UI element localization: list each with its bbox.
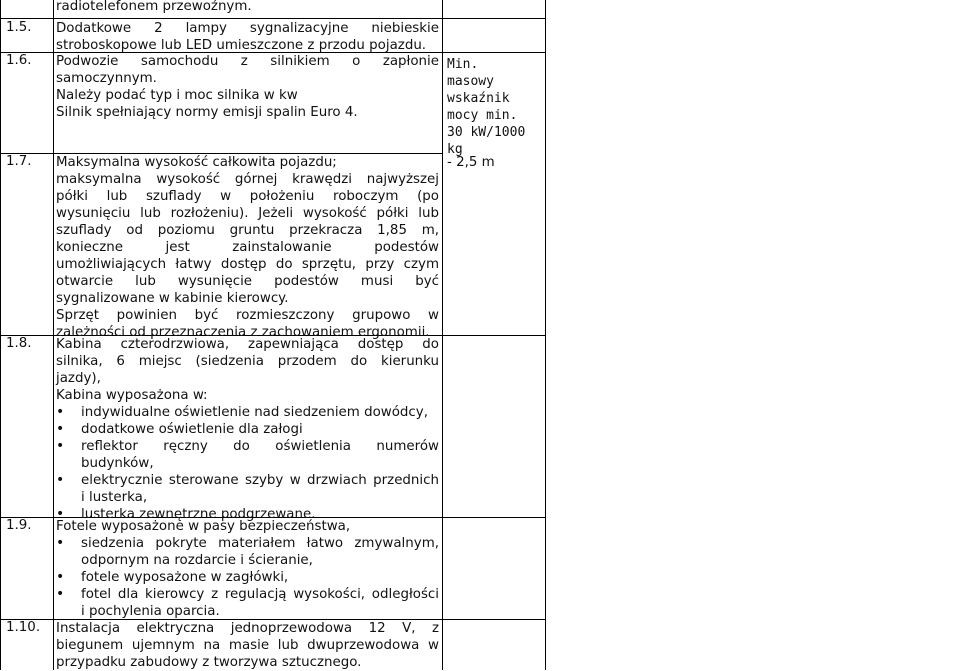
requirement-line: mocy min. <box>447 108 518 123</box>
text-line: Kabina czterodrzwiowa, zapewniająca dostęp do <box>56 337 439 352</box>
row-number: 1.5. <box>6 20 32 35</box>
text-line: • fotele wyposażone w zagłówki, <box>81 570 289 585</box>
list-item <box>56 404 439 421</box>
row-1-7-description <box>56 154 439 341</box>
text-line: Dodatkowe 2 lampy sygnalizacyjne niebieskie <box>56 21 439 36</box>
text-line: odpornym na rozdarcie i ścieranie, <box>81 553 313 568</box>
text-line: Należy podać typ i moc silnika w kw <box>56 88 298 103</box>
text-line: • fotel dla kierowcy z regulacją wysokości, odległości <box>81 587 439 602</box>
requirement-line: kg <box>447 142 463 157</box>
text-line: Kabina wyposażona w: <box>56 388 208 403</box>
requirement-line: masowy <box>447 74 494 89</box>
row-top-description <box>56 0 439 15</box>
list-item <box>56 569 439 586</box>
text-line: • lusterka zewnętrzne podgrzewane. <box>81 507 316 522</box>
text-line: Fotele wyposażone w pasy bezpieczeństwa, <box>56 519 351 534</box>
text-line: • elektrycznie sterowane szyby w drzwiach przednich <box>81 473 439 488</box>
row-number: 1.6. <box>6 53 32 68</box>
row-divider <box>0 18 546 19</box>
row-1-7-requirement: - 2,5 m <box>447 155 495 170</box>
row-number: 1.9. <box>6 518 32 533</box>
text-line: zależności od przeznaczenia z zachowaniem ergonomii. <box>56 325 430 340</box>
text-line: szuflady od poziomu gruntu przekracza 1,85 m, <box>56 223 439 238</box>
row-1-6-requirement <box>447 56 541 158</box>
list-item <box>56 535 439 569</box>
row-1-9-description <box>56 518 439 620</box>
text-line: Podwozie samochodu z silnikiem o zapłonie <box>56 54 439 69</box>
text-line: i pochylenia oparcia. <box>81 604 220 619</box>
row-number: 1.8. <box>6 336 32 351</box>
text-line: stroboskopowe lub LED umieszczone z przodu pojazdu. <box>56 38 427 53</box>
row-1-6-description <box>56 53 439 121</box>
text-line: Instalacja elektryczna jednoprzewodowa 12 V, z <box>56 621 439 636</box>
text-line: umożliwiających łatwy dostęp do sprzętu, przy czym <box>56 257 439 272</box>
row-number: 1.7. <box>6 154 32 169</box>
text-line: sygnalizowane w kabinie kierowcy. <box>56 291 289 306</box>
text-line: • siedzenia pokryte materiałem łatwo zmywalnym, <box>81 536 439 551</box>
text-line: budynków, <box>81 456 154 471</box>
requirement-line: Min. <box>447 57 479 72</box>
text-line: półki lub szuflady w położeniu roboczym (po <box>56 189 439 204</box>
text-line: • indywidualne oświetlenie nad siedzeniem dowódcy, <box>81 405 428 420</box>
text-line: Sprzęt powinien być rozmieszczony grupowo w <box>56 308 439 323</box>
row-number: 1.10. <box>6 620 41 635</box>
text-line: przypadku zabudowy z tworzywa sztucznego. <box>56 655 362 670</box>
text-line: silnika, 6 miejsc (siedzenia przodem do kierunku <box>56 354 439 369</box>
text-line: otwarcie lub wysunięcie podestów musi być <box>56 274 439 289</box>
text-line: maksymalna wysokość górnej krawędzi najwyższej <box>56 172 439 187</box>
list-item <box>56 438 439 472</box>
list-item <box>56 586 439 620</box>
list-item <box>56 421 439 438</box>
list-item <box>56 472 439 506</box>
row-1-10-description <box>56 620 439 671</box>
row-1-5-description <box>56 20 439 54</box>
text-line: i lusterka, <box>81 490 148 505</box>
requirement-line: wskaźnik <box>447 91 510 106</box>
text-line: jazdy), <box>56 371 101 386</box>
text-line: Maksymalna wysokość całkowita pojazdu; <box>56 155 337 170</box>
requirement-line: 30 kW/1000 <box>447 125 526 140</box>
text-line: Silnik spełniający normy emisji spalin Euro 4. <box>56 105 358 120</box>
row-1-8-description <box>56 336 439 523</box>
text-line: biegunem ujemnym na masie lub dwuprzewodowa w <box>56 638 439 653</box>
text-line: konieczne jest zainstalowanie podestów <box>56 240 439 255</box>
text-line: radiotelefonem przewoźnym. <box>56 0 252 14</box>
text-line: wysunięciu lub rozłożeniu). Jeżeli wysokość półki lub <box>56 206 439 221</box>
text-line: samoczynnym. <box>56 71 157 86</box>
text-line: • dodatkowe oświetlenie dla załogi <box>81 422 303 437</box>
text-line: • reflektor ręczny do oświetlenia numerów <box>81 439 439 454</box>
